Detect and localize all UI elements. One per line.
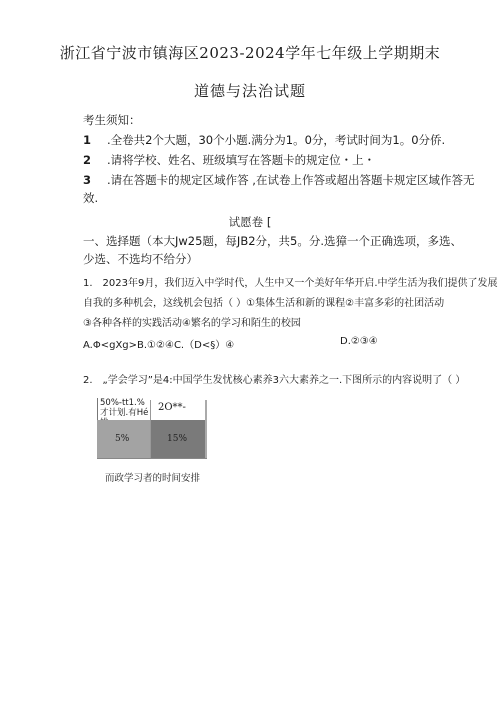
figure-baseline	[97, 458, 207, 459]
notice-item-2	[83, 152, 375, 168]
q2-stem: 2. „学会学习”是4:中国学生发忧核心素养3六大素养之一.下图所示的内容说明了（ ）	[83, 375, 466, 386]
q1-stem-line3: ③各种各样的实践活动④繁名的学习和陌生的校园	[83, 318, 301, 329]
notice-item-text: .请在答题卡的规定区域作答 ,在试卷上作答或超出答题卡规定区域作答无	[107, 173, 475, 187]
notice-heading: 考生须知：	[83, 113, 141, 127]
notice-item-3	[83, 172, 474, 188]
part1-instructions-line1: 一、选择题（本大Jw25题，每JB2分，共5。分.选獐一个正确选项，多选、	[83, 234, 462, 248]
q1-stem-line2: 自我的多种机会，这线机会包括（ ）①集体生活和新的课程②丰富多彩的社团活动	[83, 298, 445, 309]
figure-top-band	[97, 398, 208, 420]
figure-bottom-left-label: 5%	[115, 434, 130, 444]
figure-divider	[150, 400, 151, 458]
notice-item-number: 2	[83, 153, 92, 167]
figure-top-left-label: 50%-tt1.%才计划.有Hé	[100, 398, 149, 418]
q1-option-d: D.②③④	[340, 336, 378, 347]
exam-title-line2: 道德与法治试题	[193, 82, 306, 100]
exam-title-line1: 浙江省宁波市镇海区2023-2024学年七年级上学期期末	[59, 44, 441, 62]
time-allocation-figure	[97, 398, 207, 458]
notice-item-3-continued: 效.	[83, 191, 99, 205]
notice-item-number: 3	[83, 173, 92, 187]
figure-caption: 而政学习者的时间安排	[105, 473, 201, 484]
notice-item-text: .请将学校、姓名、班级填写在答题卡的规定位・上・	[107, 153, 376, 167]
figure-right-edge	[205, 400, 207, 458]
q1-options-abc: A.Φ<gXg>B.①②④C.（D<§）④	[83, 340, 235, 351]
notice-item-number: 1	[83, 133, 92, 147]
q1-stem-line1: 1. 2023年9月，我们迈入中学时代，人生中又一个美好年华开启.中学生活为我们提供了发展	[83, 278, 498, 289]
figure-top-right-label: 2O**-	[158, 402, 186, 413]
notice-item-text: .全卷共2个大题，30个小题.满分为1。0分，考试时间为1。0分侨.	[107, 133, 446, 147]
section-label: 试愿卷 [	[228, 215, 272, 229]
part1-instructions-line2: 少选、不选均不给分）	[83, 252, 198, 266]
figure-bottom-right-label: 15%	[167, 434, 188, 444]
notice-item-1	[83, 132, 445, 148]
